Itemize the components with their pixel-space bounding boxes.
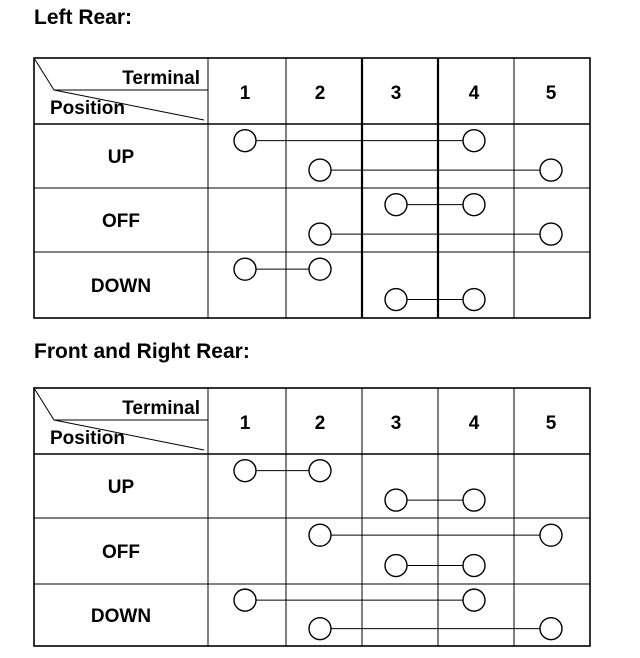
terminal-circle (540, 524, 562, 546)
terminal-circle (463, 489, 485, 511)
header-position: Position (50, 98, 125, 119)
terminal-number: 2 (314, 83, 326, 104)
terminal-circle (540, 159, 562, 181)
position-label: UP (107, 477, 135, 498)
terminal-circle (463, 555, 485, 577)
terminal-circle (385, 289, 407, 311)
terminal-circle (385, 555, 407, 577)
terminal-circle (309, 460, 331, 482)
terminal-number: 5 (545, 413, 557, 434)
position-label: OFF (102, 542, 140, 563)
position-label: DOWN (90, 606, 152, 627)
terminal-number: 4 (468, 83, 480, 104)
terminal-circle (385, 194, 407, 216)
terminal-number: 3 (390, 83, 402, 104)
terminal-number: 5 (545, 83, 557, 104)
terminal-circle (309, 618, 331, 640)
terminal-number: 3 (390, 413, 402, 434)
terminal-circle (309, 223, 331, 245)
continuity-table (34, 58, 590, 318)
terminal-circle (463, 589, 485, 611)
terminal-circle (234, 460, 256, 482)
header-terminal: Terminal (122, 68, 200, 89)
terminal-circle (234, 589, 256, 611)
position-label: UP (107, 147, 135, 168)
position-label: DOWN (90, 276, 152, 297)
terminal-circle (234, 130, 256, 152)
terminal-number: 4 (468, 413, 480, 434)
terminal-circle (463, 289, 485, 311)
terminal-circle (309, 258, 331, 280)
terminal-circle (309, 159, 331, 181)
section-title-front-right-rear: Front and Right Rear: (34, 340, 250, 363)
terminal-circle (540, 618, 562, 640)
section-title-left-rear: Left Rear: (34, 6, 133, 29)
terminal-number: 1 (239, 83, 251, 104)
header-terminal: Terminal (122, 398, 200, 419)
terminal-circle (234, 258, 256, 280)
terminal-circle (309, 524, 331, 546)
terminal-circle (463, 194, 485, 216)
terminal-number: 2 (314, 413, 326, 434)
header-position: Position (50, 428, 125, 449)
terminal-circle (385, 489, 407, 511)
continuity-table (34, 388, 590, 646)
position-label: OFF (102, 211, 140, 232)
terminal-number: 1 (239, 413, 251, 434)
terminal-circle (463, 130, 485, 152)
terminal-circle (540, 223, 562, 245)
